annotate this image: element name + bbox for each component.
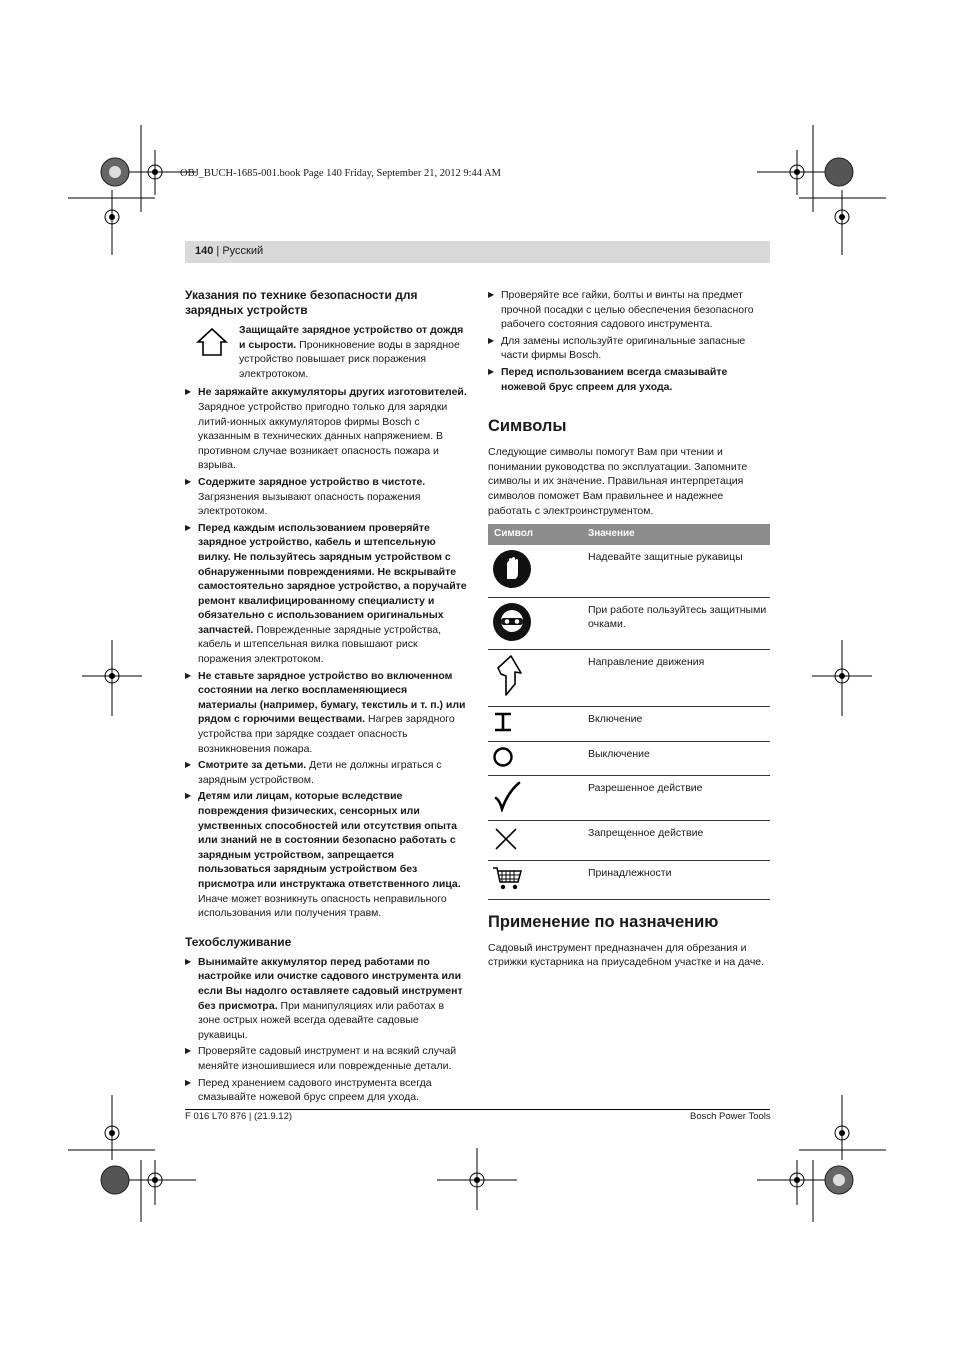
list-item: ▶ Перед каждым использованием проверяйте зарядное устройство, кабель и штепсельную вилку. Не пользуйтесь зарядным устройством с обнаруженными повреждениями. Не вскрывайте самостоятельно зарядное устройство, а поручайте ремонт квалифицированному специалисту и обязательно с использованием оригинальных запчастей. Поврежденные зарядные устройства, кабель и штепсельная вилка повышают риск поражения электротоком. <box>185 521 467 667</box>
symbol-meaning: Включение <box>588 706 770 741</box>
charger-safety-title: Указания по технике безопасности для зарядных устройств <box>185 288 418 317</box>
print-info: OBJ_BUCH-1685-001.book Page 140 Friday, September 21, 2012 9:44 AM <box>180 168 502 179</box>
list-item: ▶ Проверяйте садовый инструмент и на всякий случай меняйте изношившиеся или поврежденные детали. <box>185 1044 467 1073</box>
gloves-icon <box>492 549 532 589</box>
list-item: ▶ Для замены используйте оригинальные запасные части фирмы Bosch. <box>488 334 770 363</box>
page-number: 140 <box>195 245 214 257</box>
symbol-meaning: Принадлежности <box>588 861 770 900</box>
table-row <box>488 706 770 741</box>
cross-icon <box>492 825 520 853</box>
intended-use-title: Применение по назначению <box>488 912 719 931</box>
table-row <box>488 861 770 900</box>
charger-safety-list <box>185 385 467 920</box>
table-row <box>488 545 770 597</box>
col-symbol-header: Символ <box>488 524 588 545</box>
footer-doc-code: F 016 L70 876 | (21.9.12) <box>185 1111 293 1122</box>
house-icon <box>185 323 239 381</box>
maintenance-list-continued <box>488 288 770 394</box>
symbol-meaning: Направление движения <box>588 650 770 707</box>
list-item: ▶ Содержите зарядное устройство в чистоте. Загрязнения вызывают опасность поражения электротоком. <box>185 475 467 519</box>
symbol-meaning: Разрешенное действие <box>588 776 770 821</box>
goggles-icon <box>492 602 532 642</box>
rain-warning: Защищайте зарядное устройство от дождя и сырости. Проникновение воды в зарядное устройство повышает риск поражения электротоком. <box>185 323 467 381</box>
cart-icon <box>492 865 524 891</box>
table-row <box>488 741 770 776</box>
symbol-meaning: При работе пользуйтесь защитными очками. <box>588 597 770 650</box>
power-on-icon <box>492 711 514 733</box>
page-header: 140 | Русский <box>185 241 770 263</box>
symbol-meaning: Запрещенное действие <box>588 820 770 861</box>
symbols-intro: Следующие символы помогут Вам при чтении и понимании руководства по эксплуатации. Запомните символы и их значение. Правильная интерпретация символов поможет Вам правильнее и надежнее работать с электроинструментом. <box>488 446 748 517</box>
col-meaning-header: Значение <box>588 524 770 545</box>
maintenance-list <box>185 955 467 1105</box>
symbol-meaning: Надевайте защитные рукавицы <box>588 545 770 597</box>
list-item: ▶ Не заряжайте аккумуляторы других изготовителей. Зарядное устройство пригодно только для зарядки литий-ионных аккумуляторов фирмы Bosch с указанным в технических данных напряжением. В противном случае возникает опасность пожара и взрыва. <box>185 385 467 473</box>
table-row <box>488 597 770 650</box>
list-item: ▶ Вынимайте аккумулятор перед работами по настройке или очистке садового инструмента или если Вы надолго оставляете садовый инструмент без присмотра. При манипуляциях или работах в зоне острых ножей всегда одевайте садовые рукавицы. <box>185 955 467 1043</box>
direction-arrow-icon <box>492 654 526 698</box>
footer-brand: Bosch Power Tools <box>690 1111 771 1122</box>
list-item: ▶ Перед использованием всегда смазывайте ножевой брус спреем для ухода. <box>488 365 770 394</box>
list-item: ▶ Проверяйте все гайки, болты и винты на предмет прочной посадки с целью обеспечения безопасного рабочего состояния садового инструмента. <box>488 288 770 332</box>
left-column <box>185 288 467 1107</box>
symbols-title: Символы <box>488 417 567 436</box>
list-item: ▶ Детям или лицам, которые вследствие повреждения физических, сенсорных или умственных способностей или отсутствия опыта или знаний не в состоянии безопасно работать с зарядным устройством, запрещается пользоваться зарядным устройством без присмотра или инструктажа ответственного лица. Иначе может возникнуть опасность неправильного использования или получения травм. <box>185 789 467 920</box>
table-row <box>488 820 770 861</box>
language-label: Русский <box>222 245 264 257</box>
maintenance-title: Техобслуживание <box>185 934 292 949</box>
right-column <box>488 288 770 970</box>
table-row <box>488 776 770 821</box>
table-row <box>488 650 770 707</box>
list-item: ▶ Не ставьте зарядное устройство во включенном состоянии на легко воспламеняющиеся материалы (например, бумагу, текстиль и т. п.) или рядом с горючими веществами. Нагрев зарядного устройства при зарядке создает опасность возникновения пожара. <box>185 669 467 757</box>
symbols-table <box>488 524 770 900</box>
power-off-icon <box>492 746 514 768</box>
list-item: ▶ Перед хранением садового инструмента всегда смазывайте ножевой брус спреем для ухода. <box>185 1076 467 1105</box>
intended-use-text: Садовый инструмент предназначен для обрезания и стрижки кустарника на приусадебном участке и на даче. <box>488 941 765 969</box>
checkmark-icon <box>492 780 522 812</box>
footer-divider <box>185 1109 770 1110</box>
list-item: ▶ Смотрите за детьми. Дети не должны играться с зарядным устройством. <box>185 758 467 787</box>
symbol-meaning: Выключение <box>588 741 770 776</box>
